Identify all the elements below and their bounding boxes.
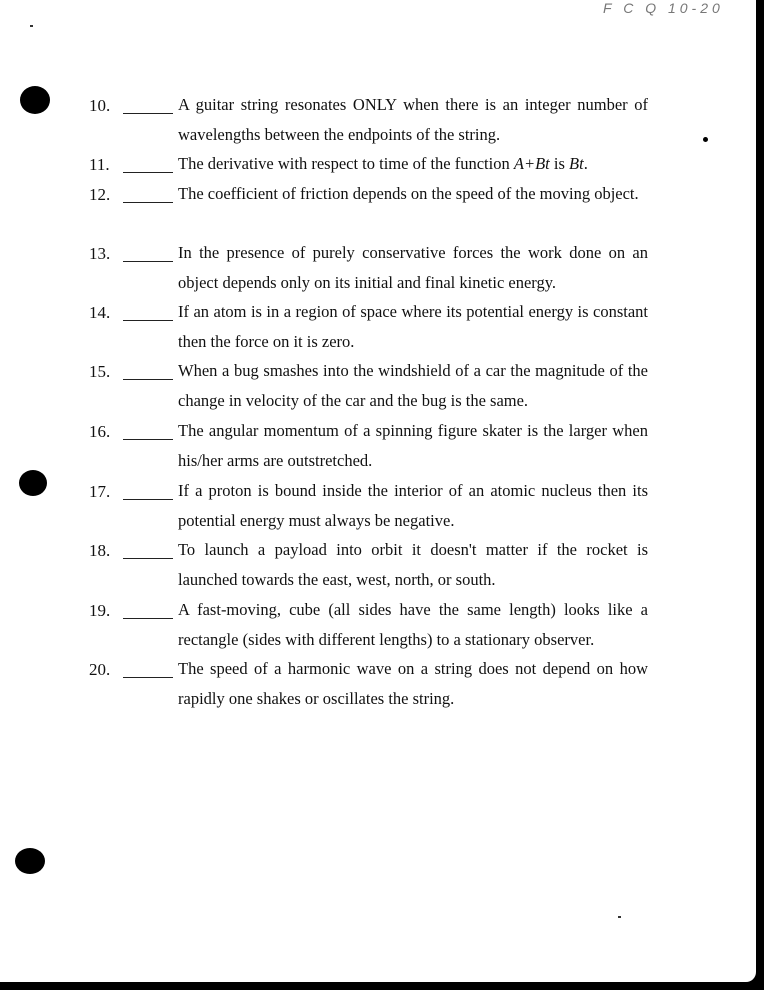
answer-blank[interactable] <box>123 677 173 678</box>
question-number: 18. <box>89 541 111 560</box>
question-number: 11. <box>89 155 110 174</box>
question-text: The angular momentum of a spinning figure skater is the larger when his/her arms are outstretched. <box>178 421 648 470</box>
question-text: The speed of a harmonic wave on a string does not depend on how rapidly one shakes or oscillates the string. <box>178 659 648 708</box>
question-text: The coefficient of friction depends on the speed of the moving object. <box>178 184 639 203</box>
question-text-part: . <box>583 154 588 173</box>
answer-blank[interactable] <box>123 618 173 619</box>
answer-blank[interactable] <box>123 202 173 203</box>
question-text <box>178 149 648 179</box>
question-number: 14. <box>89 303 111 322</box>
formula: A+Bt <box>513 154 550 173</box>
punch-hole-bottom <box>15 848 45 874</box>
question-text: If an atom is in a region of space where its potential energy is constant then the force on it is zero. <box>178 302 648 351</box>
scan-speck <box>703 137 708 142</box>
answer-blank[interactable] <box>123 558 173 559</box>
question-text: A guitar string resonates ONLY when there is an integer number of wavelengths between the endpoints of the string. <box>178 95 648 144</box>
answer-blank[interactable] <box>123 379 173 380</box>
question-text: To launch a payload into orbit it doesn't matter if the rocket is launched towards the east, west, north, or south. <box>178 540 648 589</box>
answer-blank[interactable] <box>123 320 173 321</box>
question-text: A fast-moving, cube (all sides have the same length) looks like a rectangle (sides with different lengths) to a stationary observer. <box>178 600 648 649</box>
answer-blank[interactable] <box>123 261 173 262</box>
formula-result: Bt <box>569 154 584 173</box>
question-number: 17. <box>89 482 111 501</box>
question-text-part: is <box>549 154 570 173</box>
question-number: 16. <box>89 422 111 441</box>
answer-blank[interactable] <box>123 499 173 500</box>
question-text: In the presence of purely conservative forces the work done on an object depends only on its initial and final kinetic energy. <box>178 243 648 292</box>
answer-blank[interactable] <box>123 439 173 440</box>
punch-hole-middle <box>19 470 47 496</box>
question-text: When a bug smashes into the windshield of a car the magnitude of the change in velocity of the car and the bug is the same. <box>178 361 648 410</box>
scan-speck <box>618 916 621 918</box>
question-number: 12. <box>89 185 111 204</box>
question-text: If a proton is bound inside the interior of an atomic nucleus then its potential energy must always be negative. <box>178 481 648 530</box>
answer-blank[interactable] <box>123 172 173 173</box>
question-number: 10. <box>89 96 111 115</box>
answer-blank[interactable] <box>123 113 173 114</box>
punch-hole-top <box>20 86 50 114</box>
scan-speck <box>30 25 33 27</box>
question-number: 15. <box>89 362 111 381</box>
handwritten-corner-note: F C Q 10-20 <box>603 0 724 16</box>
question-text-part: The derivative with respect to time of the function <box>178 154 514 173</box>
question-number: 13. <box>89 244 111 263</box>
question-number: 19. <box>89 601 111 620</box>
question-number: 20. <box>89 660 111 679</box>
